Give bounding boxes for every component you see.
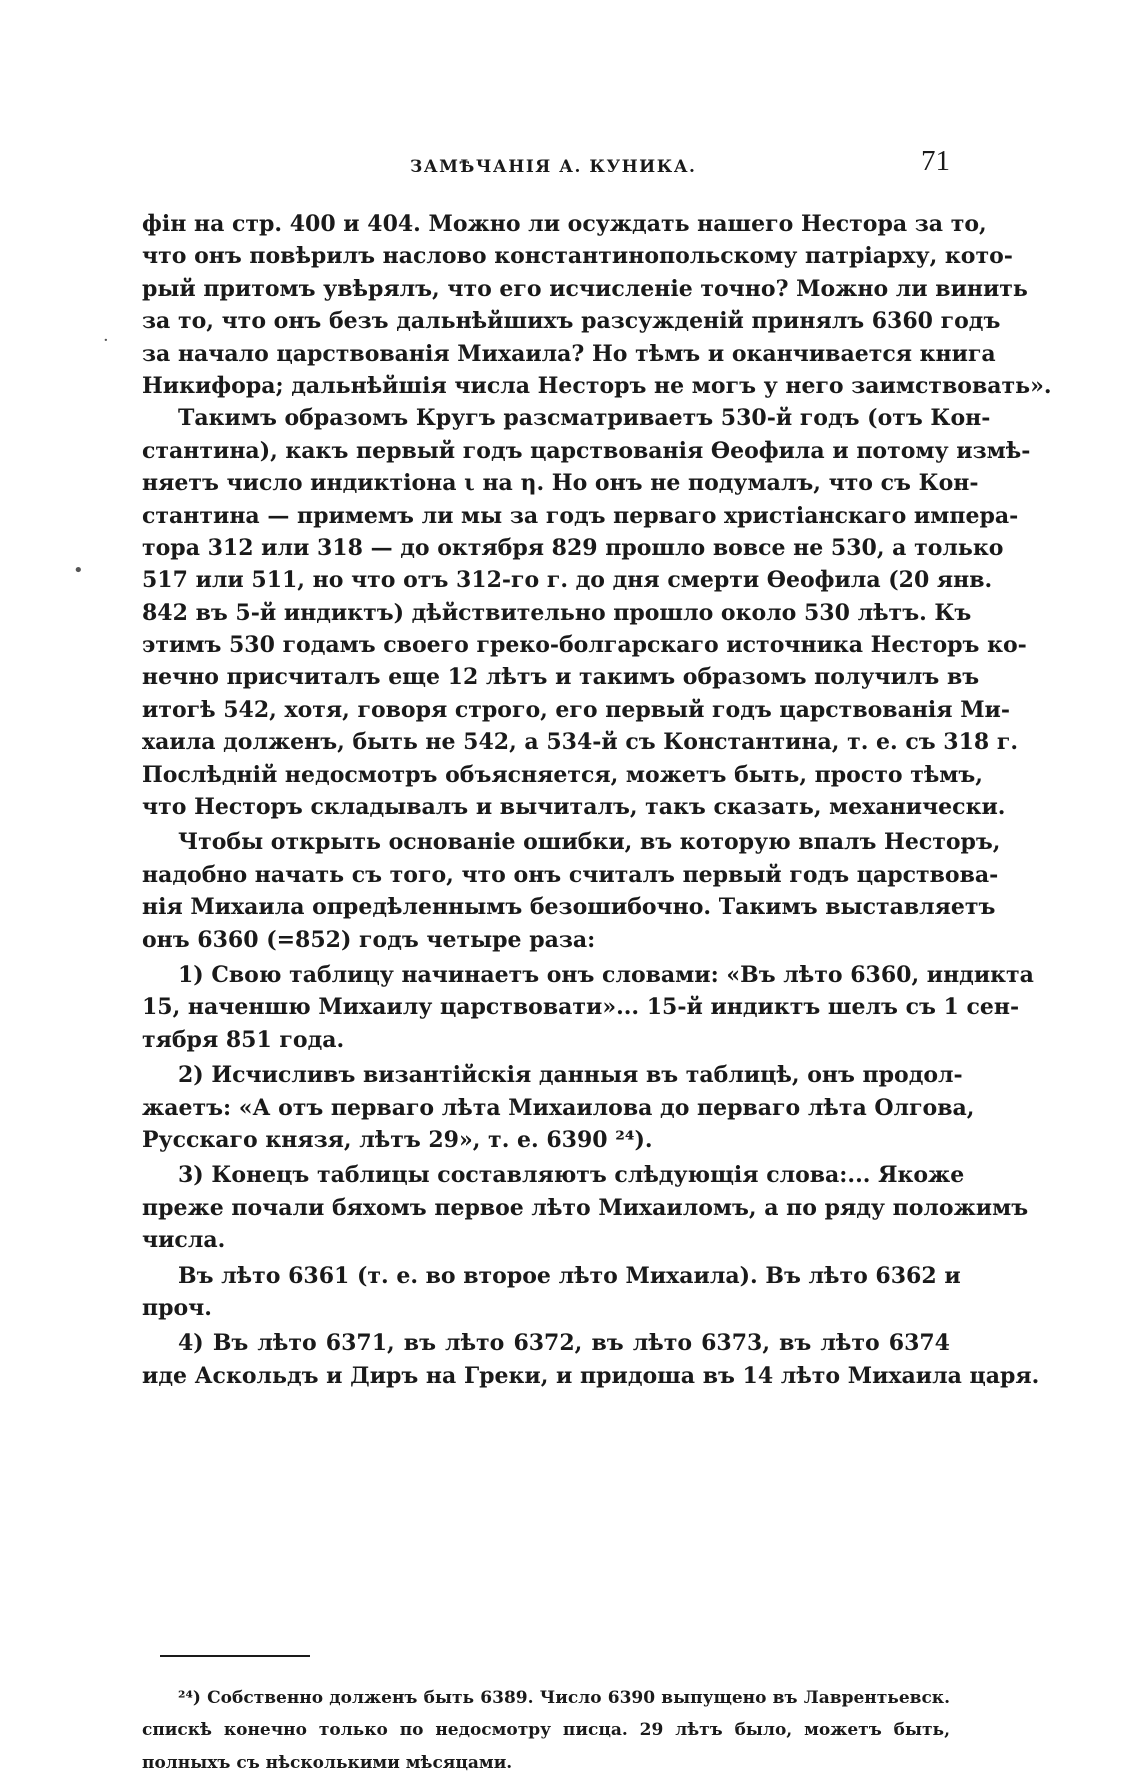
- footnote-divider: [160, 1655, 310, 1657]
- text-line: преже почали бяхомъ первое лѣто Михаиломъ, а по ряду положимъ: [142, 1194, 1029, 1221]
- text-line: фін на стр. 400 и 404. Можно ли осуждать нашего Нестора за то,: [142, 211, 987, 237]
- text-line: няетъ число индиктіона ι на η. Но онъ не подумалъ, что съ Кон-: [142, 470, 979, 497]
- text-line: стантина — примемъ ли мы за годъ перваго христіанскаго импера-: [142, 502, 1019, 529]
- page-header: [140, 145, 950, 185]
- text-line: нечно присчиталъ еще 12 лѣтъ и такимъ образомъ получилъ въ: [142, 664, 980, 691]
- scan-speck: •: [73, 560, 84, 581]
- text-line: нія Михаила опредѣленнымъ безошибочно. Такимъ выставляетъ: [142, 894, 996, 921]
- text-line: Послѣдній недосмотръ объясняется, можетъ быть, просто тѣмъ,: [142, 761, 983, 788]
- text-line: 15, наченшю Михаилу царствовати»... 15-й индиктъ шелъ съ 1 сен-: [142, 994, 1020, 1021]
- text-line: числа.: [142, 1227, 226, 1254]
- text-line: надобно начать съ того, что онъ считалъ первый годъ царствова-: [142, 861, 999, 888]
- footnote-line: ²⁴) Собственно долженъ быть 6389. Число 6390 выпущено въ Лаврентьевск.: [178, 1688, 950, 1708]
- footnotes: [142, 1685, 950, 1782]
- text-line: Такимъ образомъ Кругъ разсматриваетъ 530-й годъ (отъ Кон-: [178, 405, 991, 432]
- text-line: иде Аскольдъ и Диръ на Греки, и придоша въ 14 лѣто Михаила царя.: [142, 1362, 1040, 1389]
- text-line: хаила долженъ, быть не 542, а 534-й съ Константина, т. е. съ 318 г.: [142, 729, 1019, 756]
- footnote-line: полныхъ съ нѣсколькими мѣсяцами.: [142, 1752, 513, 1773]
- text-line: 517 или 511, но что отъ 312-го г. до дня смерти Ѳеофила (20 янв.: [142, 567, 993, 594]
- text-line: тора 312 или 318 — до октября 829 прошло вовсе не 530, а только: [142, 534, 1004, 561]
- text-line: что онъ повѣрилъ наслово константинопольскому патріарху, кото-: [142, 243, 1013, 270]
- page-number: 71: [921, 145, 950, 177]
- text-line: 3) Конецъ таблицы составляютъ слѣдующія слова:... Якоже: [178, 1162, 965, 1189]
- text-line: 1) Свою таблицу начинаетъ онъ словами: «Въ лѣто 6360, индикта: [178, 961, 1034, 988]
- running-head: ЗАМѢЧАНІЯ А. КУНИКА.: [410, 157, 697, 177]
- text-line: тября 851 года.: [142, 1026, 345, 1053]
- text-line: онъ 6360 (=852) годъ четыре раза:: [142, 926, 596, 953]
- text-line: за то, что онъ безъ дальнѣйшихъ разсужденій принялъ 6360 годъ: [142, 308, 1001, 335]
- text-line: итогѣ 542, хотя, говоря строго, его первый годъ царствованія Ми-: [142, 696, 1010, 723]
- text-line: этимъ 530 годамъ своего греко-болгарскаго источника Несторъ ко-: [142, 632, 1027, 659]
- text-line: рый притомъ увѣрялъ, что его исчисленіе точно? Можно ли винить: [142, 275, 1028, 302]
- text-line: что Несторъ складывалъ и вычиталъ, такъ сказать, механически.: [142, 794, 1006, 821]
- text-line: 4) Въ лѣто 6371, въ лѣто 6372, въ лѣто 6373, въ лѣто 6374: [178, 1330, 950, 1357]
- text-line: 842 въ 5-й индиктъ) дѣйствительно прошло около 530 лѣтъ. Къ: [142, 599, 972, 626]
- text-line: за начало царствованія Михаила? Но тѣмъ и оканчивается книга: [142, 340, 996, 367]
- text-line: Чтобы открыть основаніе ошибки, въ которую впалъ Несторъ,: [178, 829, 1001, 856]
- text-line: проч.: [142, 1294, 212, 1321]
- text-line: Русскаго князя, лѣтъ 29», т. е. 6390 ²⁴).: [142, 1126, 653, 1153]
- footnote-line: спискѣ конечно только по недосмотру писца. 29 лѣтъ было, можетъ быть,: [142, 1720, 950, 1741]
- scan-speck: ·: [103, 330, 109, 351]
- text-line: 2) Исчисливъ византійскія данныя въ таблицѣ, онъ продол-: [178, 1062, 963, 1089]
- text-line: Никифора; дальнѣйшія числа Несторъ не могъ у него заимствовать».: [142, 372, 1052, 399]
- text-line: стантина), какъ первый годъ царствованія Ѳеофила и потому измѣ-: [142, 437, 1031, 464]
- text-line: Въ лѣто 6361 (т. е. во второе лѣто Михаила). Въ лѣто 6362 и: [178, 1262, 961, 1289]
- body-text: [142, 208, 1052, 1392]
- text-line: жаетъ: «А отъ перваго лѣта Михаилова до перваго лѣта Олгова,: [142, 1094, 975, 1121]
